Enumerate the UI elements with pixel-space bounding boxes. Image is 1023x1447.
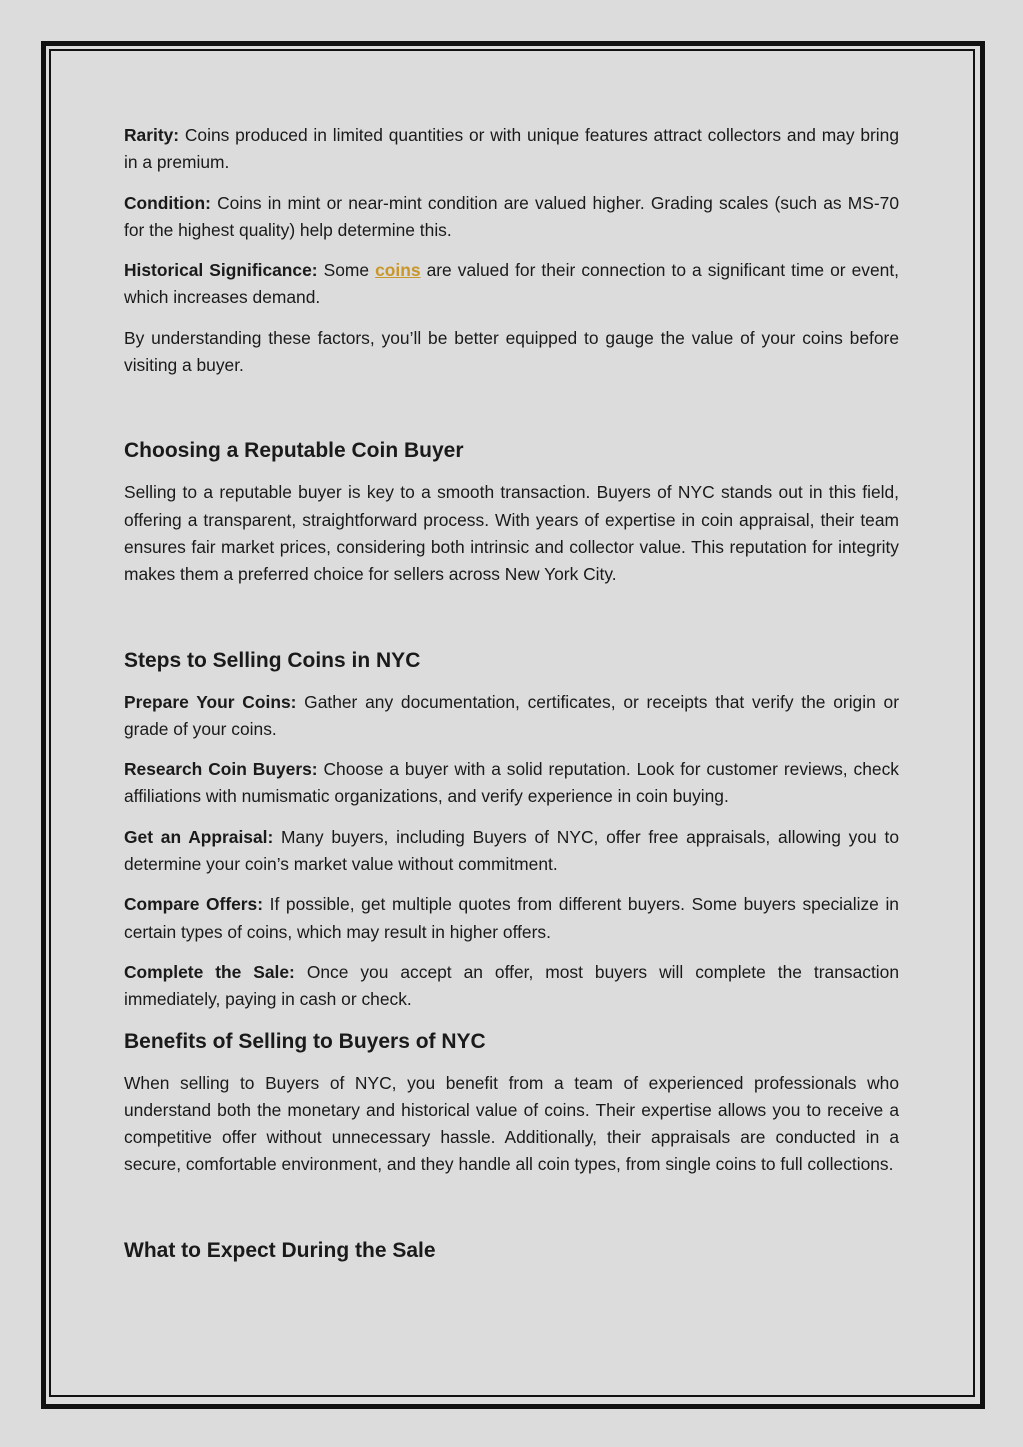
- heading-what-to-expect: What to Expect During the Sale: [124, 1238, 436, 1262]
- factor-historical: [124, 257, 899, 312]
- step-text: Once you accept an offer, most buyers will complete the transaction immediately, paying in cash or check.: [124, 961, 899, 1010]
- coins-link[interactable]: coins: [375, 260, 421, 281]
- factor-text-before: Some: [317, 260, 376, 281]
- factor-label: Historical Significance:: [124, 260, 318, 281]
- step-label: Compare Offers:: [124, 894, 264, 915]
- factor-rarity: [124, 122, 899, 177]
- spacer: [124, 602, 899, 646]
- benefits-paragraph: When selling to Buyers of NYC, you benefit from a team of experienced professionals who understand both the monetary and historical value of coins. Their expertise allows you to receive a competitive offer without unnecessary hassle. Additionally, their appraisals are conducted in a secure, comfortable environment, and they handle all coin types, from single coins to full collections.: [124, 1072, 899, 1175]
- factor-text-after: are valued for their connection to a significant time or event, which increases demand.: [124, 260, 899, 308]
- step-label: Prepare Your Coins:: [124, 691, 297, 712]
- summary-paragraph: By understanding these factors, you’ll be better equipped to gauge the value of your coins before visiting a buyer.: [124, 327, 899, 376]
- step-text: Choose a buyer with a solid reputation. Look for customer reviews, check affiliations with numismatic organizations, and verify experience in coin buying.: [124, 759, 899, 807]
- step-appraisal: [124, 824, 899, 879]
- step-prepare: [124, 689, 899, 744]
- reputable-buyer-paragraph: Selling to a reputable buyer is key to a smooth transaction. Buyers of NYC stands out in this field, offering a transparent, straightforward process. With years of expertise in coin appraisal, their team ensures fair market prices, considering both intrinsic and collector value. This reputation for integrity makes them a preferred choice for sellers across New York City.: [124, 482, 899, 585]
- heading-reputable-buyer: Choosing a Reputable Coin Buyer: [124, 439, 464, 463]
- heading-benefits: Benefits of Selling to Buyers of NYC: [124, 1029, 486, 1053]
- step-text: If possible, get multiple quotes from different buyers. Some buyers specialize in certain types of coins, which may result in higher offers.: [124, 894, 899, 942]
- heading-steps: Steps to Selling Coins in NYC: [124, 648, 421, 672]
- step-label: Complete the Sale:: [124, 961, 295, 982]
- document-body: [124, 122, 899, 1279]
- factor-condition: [124, 190, 899, 245]
- factor-text: Coins in mint or near-mint condition are valued higher. Grading scales (such as MS-70 for the highest quality) help determine this.: [124, 192, 899, 240]
- step-label: Research Coin Buyers:: [124, 759, 318, 780]
- step-label: Get an Appraisal:: [124, 826, 274, 847]
- factor-label: Condition:: [124, 192, 211, 213]
- step-complete: [124, 959, 899, 1014]
- factor-label: Rarity:: [124, 125, 180, 145]
- spacer: [124, 1192, 899, 1236]
- step-text: Gather any documentation, certificates, or receipts that verify the origin or grade of your coins.: [124, 691, 899, 739]
- spacer: [124, 392, 899, 436]
- step-compare: [124, 891, 899, 946]
- factor-text: Coins produced in limited quantities or with unique features attract collectors and may bring in a premium.: [124, 125, 899, 173]
- step-text: Many buyers, including Buyers of NYC, offer free appraisals, allowing you to determine your coin’s market value without commitment.: [124, 826, 899, 875]
- step-research: [124, 756, 899, 811]
